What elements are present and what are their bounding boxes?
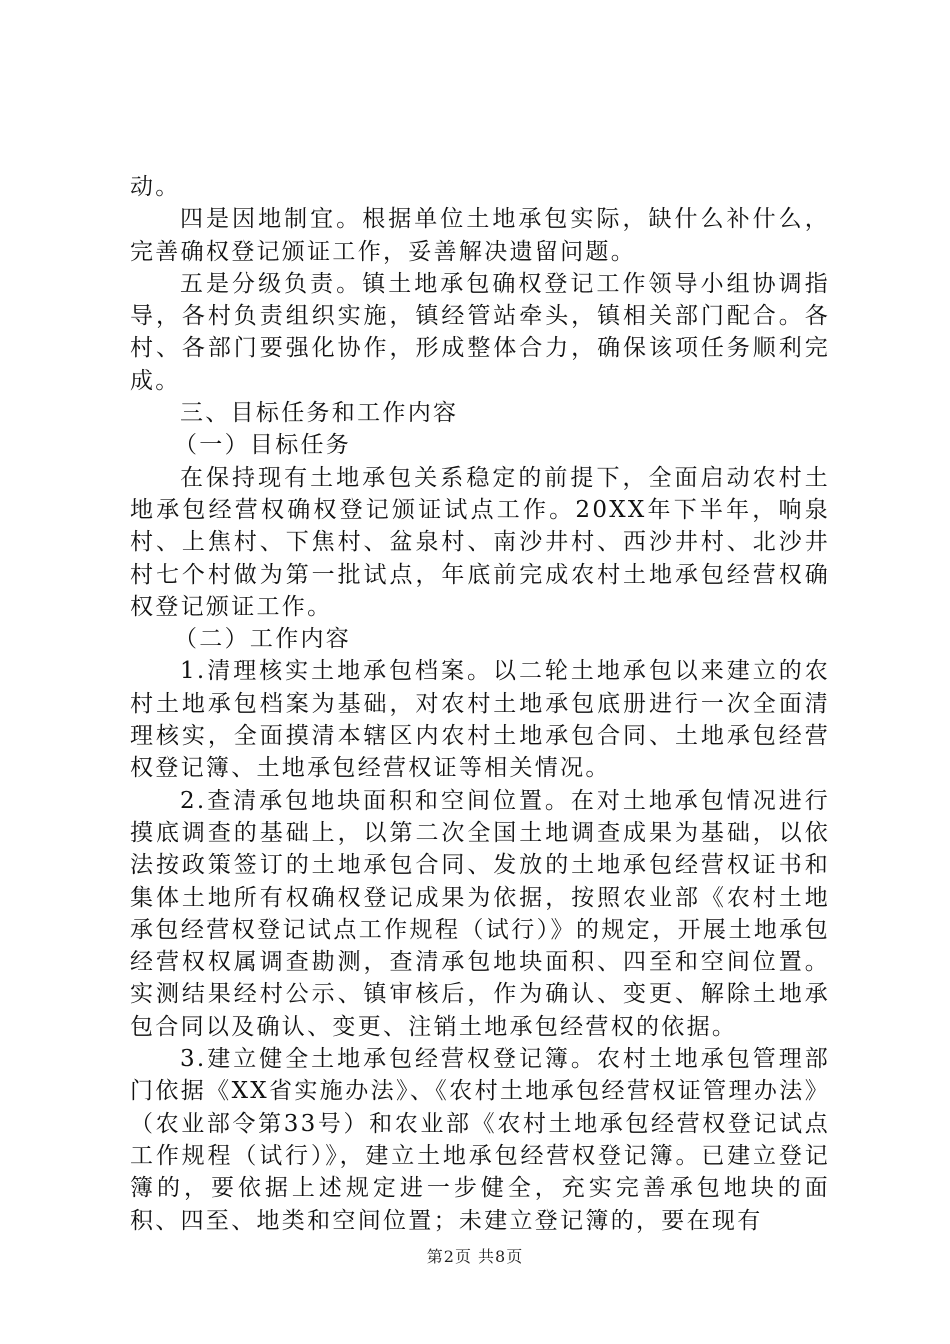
paragraph-principle-five: 五是分级负责。镇土地承包确权登记工作领导小组协调指导，各村负责组织实施，镇经管站牵头，镇相关部门配合。各村、各部门要强化协作，形成整体合力，确保该项任务顺利完成。 [130,270,830,394]
paragraph-item-2: 2.查清承包地块面积和空间位置。在对土地承包情况进行摸底调查的基础上，以第二次全国土地调查成果为基础，以依法按政策签订的土地承包合同、发放的土地承包经营权证书和集体土地所有权确权登记成果为依据，按照农业部《农村土地承包经营权登记试点工作规程（试行）》的规定，开展土地承包经营权权属调查勘测，查清承包地块面积、四至和空间位置。实测结果经村公示、镇审核后，作为确认、变更、解除土地承包合同以及确认、变更、注销土地承包经营权的依据。 [130,787,830,1040]
page-number-label: 第2页 共8页 [426,1247,524,1266]
paragraph-principle-four: 四是因地制宜。根据单位土地承包实际，缺什么补什么，完善确权登记颁证工作，妥善解决遗留问题。 [130,206,830,265]
paragraph-item-1: 1.清理核实土地承包档案。以二轮土地承包以来建立的农村土地承包档案为基础，对农村土地承包底册进行一次全面清理核实，全面摸清本辖区内农村土地承包合同、土地承包经营权登记簿、土地承包经营权证等相关情况。 [130,658,830,782]
document-body [130,171,830,1237]
subsection-heading-work: （二）工作内容 [174,626,352,653]
paragraph-item-3: 3.建立健全土地承包经营权登记簿。农村土地承包管理部门依据《XX省实施办法》、《农村土地承包经营权证管理办法》（农业部令第33号）和农业部《农村土地承包经营权登记试点工作规程（试行）》，建立土地承包经营权登记簿。已建立登记簿的，要依据上述规定进一步健全，充实完善承包地块的面积、四至、地类和空间位置；未建立登记簿的，要在现有 [130,1046,830,1234]
subsection-heading-goals: （一）目标任务 [174,432,352,459]
section-heading: 三、目标任务和工作内容 [180,400,459,427]
paragraph-continuation: 动。 [130,174,181,200]
paragraph-goals: 在保持现有土地承包关系稳定的前提下，全面启动农村土地承包经营权确权登记颁证试点工作。20XX年下半年，响泉村、上焦村、下焦村、盆泉村、南沙井村、西沙井村、北沙井村七个村做为第一批试点，年底前完成农村土地承包经营权确权登记颁证工作。 [130,464,830,620]
page-footer [0,1244,950,1267]
